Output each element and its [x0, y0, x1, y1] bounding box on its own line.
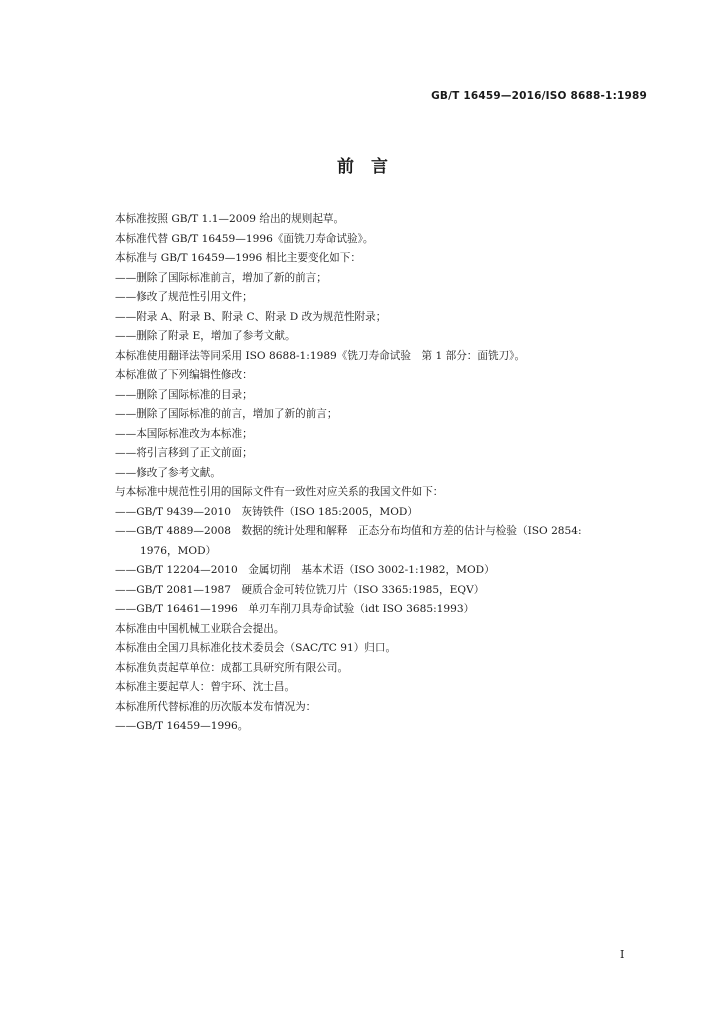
preface-body [115, 210, 625, 737]
text-line: 本标准负责起草单位：成都工具研究所有限公司。 [115, 661, 349, 674]
list-item: ——删除了国际标准前言，增加了新的前言； [115, 271, 327, 284]
list-item: ——GB/T 16459—1996。 [115, 720, 249, 732]
list-item: ——本国际标准改为本标准； [115, 427, 253, 440]
list-item: ——删除了国际标准的前言，增加了新的前言； [115, 408, 338, 420]
list-item: ——GB/T 4889—2008 数据的统计处理和解释 正态分布均值和方差的估计与检验（ISO 2854: [115, 525, 582, 537]
list-item: ——修改了规范性引用文件； [115, 291, 253, 303]
list-item: ——删除了国际标准的目录； [115, 388, 253, 401]
list-item: ——GB/T 16461—1996 单刃车削刀具寿命试验（idt ISO 3685:1993） [115, 603, 475, 615]
standard-code: GB/T 16459—2016/ISO 8688-1:1989 [431, 90, 647, 102]
list-item: ——修改了参考文献。 [115, 466, 221, 479]
text-line: 本标准做了下列编辑性修改： [115, 369, 253, 381]
text-line: 与本标准中规范性引用的国际文件有一致性对应关系的我国文件如下： [115, 486, 444, 498]
text-line: 本标准由全国刀具标准化技术委员会（SAC/TC 91）归口。 [115, 642, 397, 654]
list-item: ——GB/T 9439—2010 灰铸铁件（ISO 185:2005，MOD） [115, 505, 418, 518]
text-line: 本标准所代替标准的历次版本发布情况为： [115, 700, 317, 713]
list-item: ——GB/T 2081—1987 硬质合金可转位铣刀片（ISO 3365:1985，EQV） [115, 583, 485, 596]
list-item: ——GB/T 12204—2010 金属切削 基本术语（ISO 3002-1:1982，MOD） [115, 564, 495, 576]
text-line: 本标准主要起草人：曾宇环、沈士昌。 [115, 681, 296, 693]
page-number: I [620, 948, 625, 961]
text-line: 本标准由中国机械工业联合会提出。 [115, 622, 285, 635]
list-item: ——删除了附录 E，增加了参考文献。 [115, 330, 296, 342]
text-line: 本标准使用翻译法等同采用 ISO 8688-1:1989《铣刀寿命试验 第 1 部分：面铣刀》。 [115, 349, 526, 362]
page-title: 前 言 [337, 157, 388, 177]
text-line: 本标准按照 GB/T 1.1—2009 给出的规则起草。 [115, 213, 345, 225]
text-line: 本标准与 GB/T 16459—1996 相比主要变化如下： [115, 252, 361, 264]
list-item: ——将引言移到了正文前面； [115, 447, 253, 459]
list-item: ——附录 A、附录 B、附录 C、附录 D 改为规范性附录； [115, 310, 387, 323]
list-item-continuation: 1976，MOD） [140, 544, 217, 557]
text-line: 本标准代替 GB/T 16459—1996《面铣刀寿命试验》。 [115, 232, 374, 245]
